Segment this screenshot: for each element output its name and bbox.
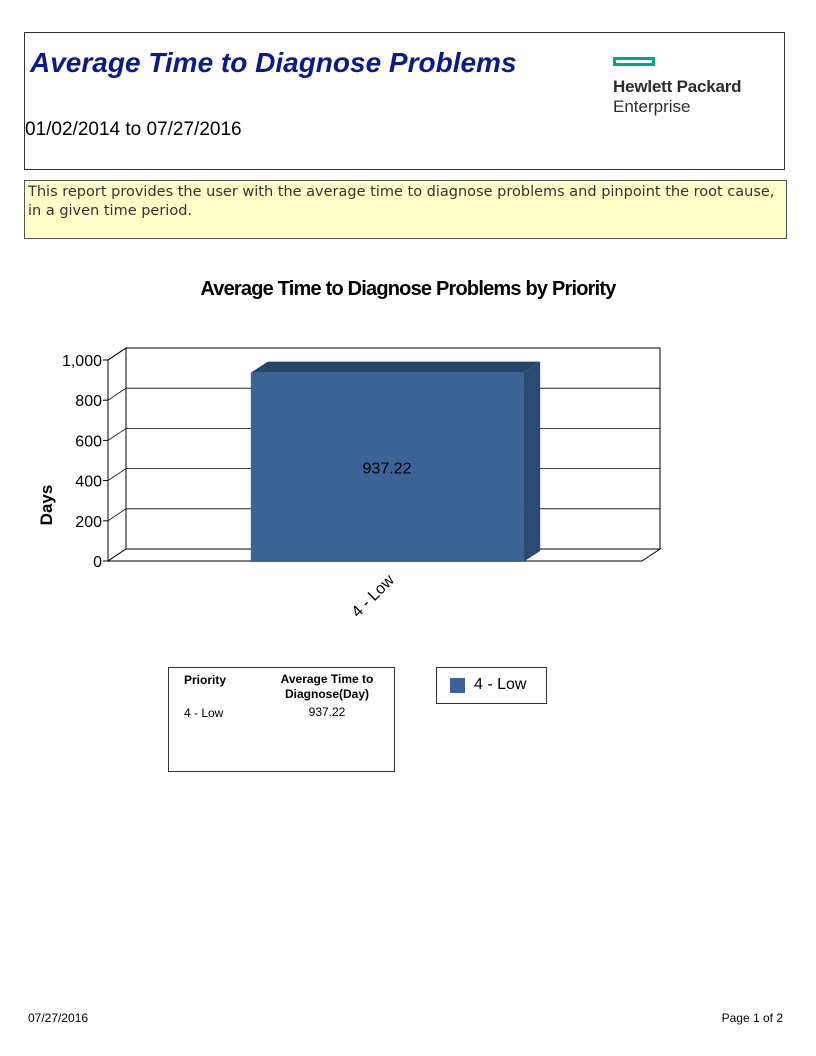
report-header [24,32,785,170]
plot-side-wall [108,348,126,561]
y-axis-label: Days [37,484,56,526]
footer-page-number: Page 1 of 2 [721,1011,783,1025]
x-tick-label: 4 - Low [348,571,398,621]
legend-label: 4 - Low [474,676,527,693]
logo-rectangle-icon [613,57,655,66]
bar-side [523,362,540,562]
chart-legend [436,667,547,704]
report-title: Average Time to Diagnose Problems [30,47,517,78]
table-header-priority: Priority [184,673,227,687]
company-logo [613,57,763,119]
data-table [168,667,395,772]
table-cell-priority: 4 - Low [184,706,224,720]
date-range: 01/02/2014 to 07/27/2016 [25,119,242,140]
footer-date: 07/27/2016 [28,1011,89,1025]
legend-swatch [450,678,465,693]
logo-text-line1: Hewlett Packard [613,77,742,96]
bar-data-label: 937.22 [362,460,412,478]
y-tick-label: 0 [93,554,102,571]
table-header-average-time: Average Time to Diagnose(Day) [280,672,374,701]
y-tick-label: 1,000 [61,353,102,370]
bar-chart [0,330,816,630]
table-cell-average-time: 937.22 [308,705,346,719]
report-description: This report provides the user with the average time to diagnose problems and pinpoint the root cause, in a given time period. [24,180,787,239]
y-tick-label: 400 [75,473,102,491]
y-tick-label: 600 [75,433,102,451]
chart-title: Average Time to Diagnose Problems by Priority [200,278,616,300]
bar-top [251,362,540,373]
logo-text-line2: Enterprise [613,97,691,116]
y-tick-label: 800 [75,393,102,411]
y-tick-label: 200 [75,513,102,531]
